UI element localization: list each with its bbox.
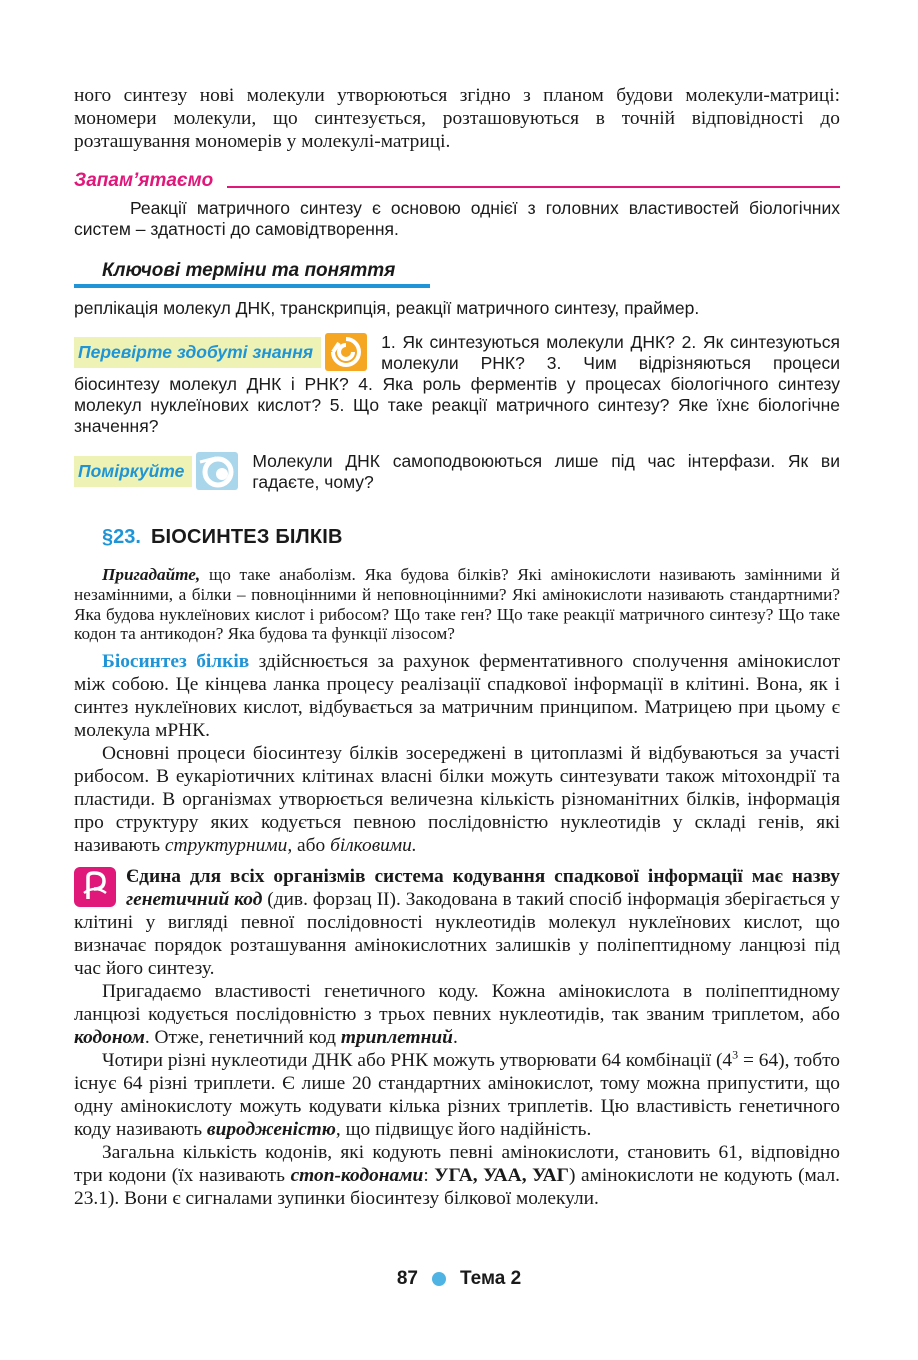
think-label: Поміркуйте [74, 456, 192, 487]
term-protein: білковими. [330, 835, 417, 857]
paragraph-2 [74, 742, 840, 857]
genetic-code-block [74, 865, 840, 980]
key-terms-title: Ключові терміни та поняття [102, 260, 396, 281]
remember-text: Реакції матричного синтезу є основою однієї з головних властивостей біологічних систем – здатності до самовідтворення. [74, 198, 840, 239]
exponent: 3 [732, 1047, 739, 1062]
key-terms-header [74, 260, 430, 288]
ring-icon [196, 452, 238, 490]
paragraph-6-c: ) амінокислоти не кодують (мал. 23.1). Вони є сигналами зупинки біосинтезу білкової молекули. [74, 1165, 840, 1210]
important-marker-icon [74, 867, 116, 907]
section-number: §23. [102, 526, 141, 548]
paragraph-5 [74, 1049, 840, 1141]
paragraph-6-a: Загальна кількість кодонів, які кодують певні амінокислоти, становить 61, відповідно три кодони (їх називають [74, 1142, 840, 1187]
section-title: БІОСИНТЕЗ БІЛКІВ [150, 526, 343, 548]
paragraph-6 [74, 1141, 840, 1210]
check-knowledge-questions: 1. Як синтезуються молекули ДНК? 2. Як синтезуються молекули РНК? 3. Чим відрізняються процеси біосинтезу молекул ДНК і РНК? 4. Яка роль ферментів у процесах біологічного синтезу молекул нуклеїнових кислот? 5. Що таке реакції матричного синтезу? Яке їхнє біологічне значення? [74, 332, 840, 436]
term-structural: структурними, [164, 835, 293, 857]
paragraph-5-b: = 64), тобто існує 64 різні триплети. Є лише 20 стандартних амінокислот, тому можна припустити, що одну амінокислоту можуть кодувати кілька різних триплетів. Цю властивість генетичного коду називають [74, 1050, 840, 1141]
check-knowledge-label: Перевірте здобуті знання [74, 337, 321, 368]
remember-header [74, 168, 840, 192]
check-knowledge-block [74, 332, 840, 437]
paragraph-2-mid: або [292, 835, 331, 857]
remember-title: Запам’ятаємо [74, 170, 214, 191]
paragraph-1 [74, 650, 840, 742]
paragraph-6-b: : [423, 1165, 435, 1187]
term-triplet: триплетний [340, 1027, 453, 1049]
paragraph-4-text: Пригадаємо властивості генетичного коду. Кожна амінокислота в поліпептидному ланцюзі кодується послідовністю з трьох певних нуклеотидів, так званим триплетом, або [74, 981, 840, 1026]
paragraph-2-text: Основні процеси біосинтезу білків зосереджені в цитоплазмі й відбуваються за участі рибосом. В еукаріотичних клітинах власні білки можуть синтезувати також мітохондрії та пластиди. В організмах утворюється величезна кількість різноманітних білків, інформація про структуру яких кодується певною послідовністю нуклеотидів у складі генів, які називають [74, 743, 840, 857]
recall-text: що таке анаболізм. Яка будова білків? Які амінокислоти називають замінними й незамінними, а білки – повноцінними й неповноцінними? Які амінокислоти називають стандартними? Яка будова нуклеїнових кислот і рибосом? Що таке ген? Що таке реакції матричного синтезу? Що таке кодон та антикодон? Яка будова та функції лізосом? [74, 565, 840, 644]
stop-codon-list: УГА, УАА, УАГ [434, 1165, 569, 1187]
section-heading [74, 526, 840, 549]
paragraph-4 [74, 980, 840, 1049]
paragraph-5-c: , що підвищує його надійність. [335, 1119, 592, 1141]
term-genetic-code: генетичний код [126, 889, 263, 911]
paragraph-4-end: . [452, 1027, 458, 1049]
term-degeneracy: виродженістю [206, 1119, 336, 1141]
recall-paragraph [74, 565, 840, 644]
term-codon: кодоном [74, 1027, 145, 1049]
think-text: Молекули ДНК самоподвоюються лише під час інтерфази. Як ви гадаєте, чому? [252, 451, 840, 492]
paragraph-1-text: здійснюється за рахунок ферментативного сполучення амінокислот між собою. Це кінцева ланка процесу реалізації спадкової інформації в клітині. Вона, як і синтез нуклеїнових кислот, відбувається за матричним принципом. Матрицею при цьому є молекула мРНК. [74, 651, 840, 742]
intro-paragraph: ного синтезу нові молекули утворюються згідно з планом будови молекули-матриці: мономери молекули, що синтезується, розташовуються в точній відповідності до розташування мономерів у молекулі-матриці. [74, 85, 840, 152]
key-terms-text: реплікація молекул ДНК, транскрипція, реакції матричного синтезу, праймер. [74, 298, 700, 318]
footer-dot [432, 1272, 446, 1286]
page-footer [0, 1268, 918, 1290]
paragraph-3-text: (див. форзац ІІ). Закодована в такий спосіб інформація зберігається у клітині у вигляді певної послідовності нуклеотидів молекул нуклеїнових кислот, що визначає порядок розташування амінокислотних залишків у поліпептидному ланцюзі під час його синтезу. [74, 889, 840, 980]
genetic-code-definition: Єдина для всіх організмів система кодування спадкової інформації має назву [126, 866, 840, 888]
term-protein-biosynthesis: Біосинтез білків [102, 651, 250, 673]
paragraph-3 [74, 865, 840, 980]
paragraph-4-mid: . Отже, генетичний код [144, 1027, 341, 1049]
page-number: 87 [396, 1268, 418, 1289]
paragraph-5-a: Чотири різні нуклеотиди ДНК або РНК можуть утворювати 64 комбінації (4 [102, 1050, 733, 1072]
spiral-icon [325, 333, 367, 371]
check-knowledge-badge [74, 333, 367, 371]
think-badge [74, 452, 238, 490]
remember-divider [227, 186, 840, 188]
term-stop-codons: стоп-кодонами [290, 1165, 424, 1187]
topic-label: Тема 2 [459, 1268, 522, 1289]
page-content [74, 84, 840, 1210]
think-block [74, 451, 840, 493]
recall-lead: Пригадайте, [102, 565, 201, 584]
